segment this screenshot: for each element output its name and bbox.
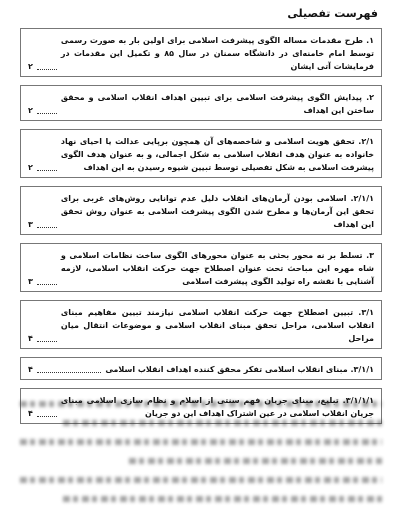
dot-leader: [37, 113, 57, 114]
toc-entry-text: ۳/۱. تبیین اصطلاح جهت حرکت انقلاب اسلامی نیازمند تبیین مفاهیم مبنای انقلاب اسلامی، مراحل تحقق مبنای انقلاب اسلامی و موضوعات انتقال میان مراحل: [60, 308, 374, 343]
toc-list: [20, 28, 382, 432]
dot-leader: [37, 170, 57, 171]
toc-title: فهرست تفصیلی: [287, 7, 378, 20]
toc-entry-page: ۳: [28, 220, 33, 229]
toc-entry-text: ۲/۱. تحقق هویت اسلامی و شاخصه‌های آن همچون برپایی عدالت یا احیای نهاد خانواده به عنوان هدف انقلاب اسلامی به شکل اجمالی، و به عنوان هدف الگوی پیشرفت اسلامی به شکل تفصیلی توسط تبیین شیوه رسیدن به این اهداف: [60, 137, 374, 172]
toc-entry-text: ۳/۱/۱. مبنای انقلاب اسلامی تفکر محقق کننده اهداف انقلاب اسلامی: [105, 365, 374, 374]
entry-line: [28, 91, 374, 117]
blurred-line: [20, 477, 382, 483]
blurred-line: [20, 439, 382, 445]
toc-entry-page: ۴: [28, 409, 33, 418]
toc-entry-text: ۱. طرح مقدمات مساله الگوی پیشرفت اسلامی برای اولین بار به صورت رسمی توسط امام خامنه‌ای در دانشگاه سمنان در سال ۸۵ و تکمیل این مقدمات در فرمایشات آتی ایشان: [60, 36, 374, 71]
blurred-line: [63, 420, 382, 426]
entry-line: [28, 306, 374, 345]
entry-line: [28, 192, 374, 231]
toc-entry-page: ۲: [28, 163, 33, 172]
dot-leader: [37, 227, 57, 228]
toc-entry-page: ۴: [28, 365, 33, 374]
toc-entry[interactable]: [20, 300, 382, 349]
toc-entry[interactable]: [20, 129, 382, 178]
toc-entry-text: ۳. تسلط بر نه محور بحثی به عنوان محورهای الگوی ساخت نظامات اسلامی و شاه مهره این مباحث تحت عنوان اصطلاح جهت حرکت انقلاب اسلامی، لازمه آشنایی با نقشه راه تولید الگوی پیشرفت اسلامی: [60, 251, 374, 286]
toc-entry[interactable]: [20, 85, 382, 121]
toc-entry-page: ۲: [28, 62, 33, 71]
blurred-line: [129, 458, 382, 464]
entry-line: [28, 249, 374, 288]
dot-leader: [37, 69, 57, 70]
blurred-line: [20, 401, 382, 407]
toc-entry-page: ۳: [28, 277, 33, 286]
dot-leader: [37, 341, 57, 342]
blurred-preview-area: [20, 392, 382, 522]
toc-entry-text: ۲/۱/۱. اسلامی بودن آرمان‌های انقلاب دلیل عدم توانایی روش‌های غربی برای تحقق این آرمان‌ها و مطرح شدن الگوی پیشرفت اسلامی به عنوان روش تحقق این اهداف: [60, 194, 374, 229]
toc-entry[interactable]: [20, 28, 382, 77]
toc-entry-page: ۲: [28, 106, 33, 115]
toc-entry[interactable]: [20, 357, 382, 380]
entry-line: [28, 363, 374, 376]
dot-leader: [37, 372, 101, 373]
toc-entry-page: ۴: [28, 334, 33, 343]
toc-entry-text: ۳/۱/۱/۱. تبلیغ، مبنای جریان فهم سنتی از اسلام و نظام سازی اسلامی مبنای جریان انقلاب اسلامی در عین اشتراک اهداف این دو جریان: [60, 396, 374, 418]
toc-entry[interactable]: [20, 243, 382, 292]
blurred-line: [63, 496, 382, 502]
entry-line: [28, 34, 374, 73]
toc-entry-text: ۲. پیدایش الگوی پیشرفت اسلامی برای تبیین اهداف انقلاب اسلامی و محقق ساختن این اهداف: [60, 93, 374, 115]
dot-leader: [37, 284, 57, 285]
toc-entry[interactable]: [20, 186, 382, 235]
entry-line: [28, 135, 374, 174]
